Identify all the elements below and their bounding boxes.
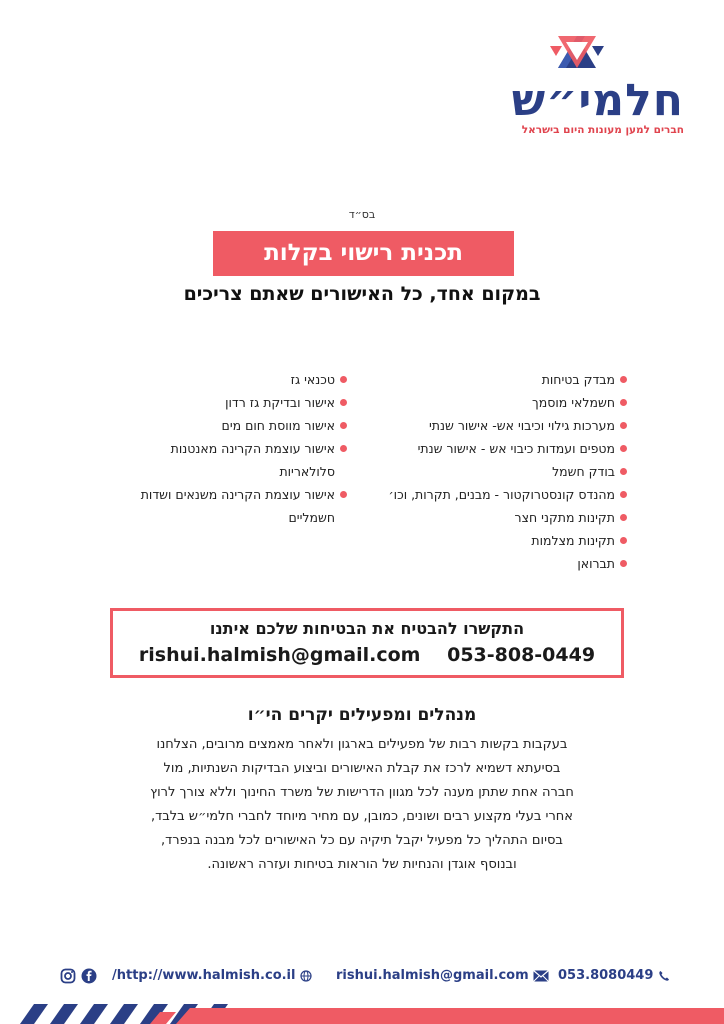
- banner-subtitle: במקום אחד, כל האישורים שאתם צריכים: [183, 283, 541, 305]
- brand-tagline: חברים למען מעונות היום בישראל: [521, 124, 684, 136]
- contact-details: [113, 644, 621, 666]
- footer: [60, 965, 672, 989]
- list-item: בודק חשמל: [377, 460, 627, 483]
- bullet-icon: [620, 399, 627, 406]
- list-item: מערכות גילוי וכיבוי אש- אישור שנתי: [377, 414, 627, 437]
- services-list-left: [97, 368, 347, 529]
- contact-phone[interactable]: 053-808-0449: [447, 644, 596, 666]
- bullet-icon: [620, 537, 627, 544]
- footer-email-text[interactable]: rishui.halmish@gmail.com: [336, 968, 529, 983]
- social-icons: [60, 965, 97, 987]
- facebook-icon[interactable]: [81, 968, 97, 984]
- bullet-icon: [620, 376, 627, 383]
- footer-email[interactable]: [336, 965, 549, 987]
- list-item: תקינות מתקני חצר: [377, 506, 627, 529]
- banner-title: תכנית רישוי בקלות: [213, 231, 514, 276]
- bullet-icon: [340, 491, 347, 498]
- paragraph-line: אחרי בעלי מקצוע רבים ושונים, כמובן, עם מחיר מיוחד לחברי חלמי״ש בלבד,: [151, 809, 573, 824]
- phone-icon: [658, 970, 670, 982]
- list-item-continuation: חשמליים: [288, 510, 335, 525]
- bullet-icon: [620, 491, 627, 498]
- bullet-icon: [620, 422, 627, 429]
- list-item: תברואן: [377, 552, 627, 575]
- bullet-icon: [620, 514, 627, 521]
- bullet-icon: [340, 445, 347, 452]
- managers-title: מנהלים ומפעילים יקרים הי״ו: [247, 705, 477, 725]
- list-item: אישור עוצמת הקרינה מאנטנות: [97, 437, 347, 460]
- globe-icon: [300, 970, 312, 982]
- list-item: מהנדס קונסטרוקטור - מבנים, תקרות, וכו׳: [377, 483, 627, 506]
- paragraph-line: בסיום התהליך כל מפעיל יקבל תיקיה עם כל האישורים לכל מבנה בנפרד,: [161, 833, 563, 848]
- website-text[interactable]: /http://www.halmish.co.il: [112, 968, 296, 983]
- list-item-continuation: סלולאריות: [279, 464, 335, 479]
- list-item: מטפים ועמדות כיבוי אש - אישור שנתי: [377, 437, 627, 460]
- services-list-right: [377, 368, 627, 575]
- paragraph-line: חברה אחת שתתן מענה לכל מגוון הדרישות של משרד החינוך וללא צורך לרוץ: [150, 785, 574, 800]
- bsd-header: בס״ד: [348, 208, 376, 221]
- footer-phone[interactable]: [558, 965, 670, 987]
- list-item: מבדק בטיחות: [377, 368, 627, 391]
- paragraph-line: ובנוסף אוגדן והנחיות של הוראות בטיחות ועזרה ראשונה.: [207, 857, 517, 872]
- managers-body: [98, 733, 626, 877]
- bullet-icon: [340, 422, 347, 429]
- brand-name: חלמי״ש: [511, 75, 684, 126]
- contact-email[interactable]: rishui.halmish@gmail.com: [138, 644, 421, 666]
- website-link[interactable]: [112, 965, 312, 987]
- footer-stripes: [0, 1000, 724, 1024]
- bullet-icon: [620, 445, 627, 452]
- paragraph-line: בעקבות בקשות רבות של מפעילים בארגון ולאחר מאמצים מרובים, הצלחנו: [156, 737, 568, 752]
- bullet-icon: [620, 560, 627, 567]
- list-item: חשמלאי מוסמך: [377, 391, 627, 414]
- list-item: אישור ובדיקת גז רדון: [97, 391, 347, 414]
- list-item: תקינות מצלמות: [377, 529, 627, 552]
- contact-box: [110, 608, 624, 678]
- logo-mark: [546, 28, 608, 72]
- list-item: אישור מווסת חום מים: [97, 414, 347, 437]
- footer-phone-text[interactable]: 053.8080449: [558, 968, 654, 983]
- mail-icon: [533, 970, 549, 982]
- paragraph-line: בסיעתא דשמיא לרכז את קבלת האישורים וביצוע הבדיקות השנתיות, מול: [163, 761, 561, 776]
- instagram-icon[interactable]: [60, 968, 76, 984]
- bullet-icon: [340, 399, 347, 406]
- list-item: אישור עוצמת הקרינה משנאים ושדות: [97, 483, 347, 506]
- bullet-icon: [620, 468, 627, 475]
- contact-heading: התקשרו להבטיח את הבטיחות שלכם איתנו: [209, 619, 525, 638]
- bullet-icon: [340, 376, 347, 383]
- list-item: טכנאי גז: [97, 368, 347, 391]
